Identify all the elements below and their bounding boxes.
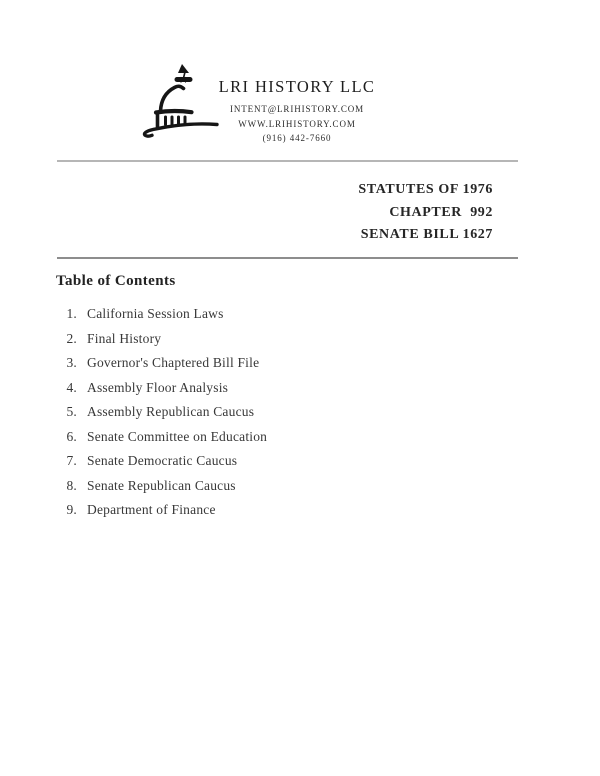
statute-reference-block	[358, 179, 493, 247]
toc-item-label: Senate Democratic Caucus	[87, 453, 238, 468]
senate-bill-line: SENATE BILL 1627	[360, 227, 493, 242]
toc-item	[58, 454, 267, 469]
toc-item-label: Department of Finance	[87, 502, 216, 517]
toc-item-number: 7.	[66, 453, 77, 468]
toc-item	[58, 405, 267, 420]
company-email: INTENT@LRIHISTORY.COM	[229, 104, 365, 114]
toc-item	[58, 307, 267, 322]
toc-list	[58, 307, 267, 528]
toc-item-number: 8.	[66, 477, 77, 493]
toc-item	[58, 479, 267, 494]
divider-top	[57, 160, 518, 162]
toc-item-number: 3.	[66, 355, 77, 370]
toc-item-number: 1.	[66, 306, 77, 321]
toc-item-number: 2.	[66, 330, 77, 346]
toc-item-label: California Session Laws	[87, 306, 224, 321]
toc-item	[58, 503, 267, 518]
company-name: LRI HISTORY LLC	[218, 77, 376, 96]
toc-item	[58, 332, 267, 347]
toc-title: Table of Contents	[56, 273, 176, 289]
toc-item	[58, 430, 267, 445]
toc-item-label: Senate Committee on Education	[87, 428, 268, 444]
toc-item-number: 4.	[66, 379, 77, 395]
letterhead	[172, 77, 422, 146]
toc-item	[58, 381, 267, 396]
statutes-line: STATUTES OF 1976	[358, 182, 493, 197]
toc-item-label: Assembly Floor Analysis	[87, 379, 229, 395]
company-phone: (916) 442-7660	[262, 133, 332, 143]
chapter-line: CHAPTER 992	[389, 204, 493, 220]
toc-item-number: 9.	[66, 502, 77, 517]
toc-item-label: Senate Republican Caucus	[87, 477, 236, 493]
toc-item-number: 6.	[66, 428, 77, 444]
toc-item-label: Assembly Republican Caucus	[87, 404, 255, 419]
toc-item	[58, 356, 267, 371]
divider-bottom	[57, 257, 518, 259]
company-website: WWW.LRIHISTORY.COM	[238, 118, 356, 129]
toc-item-label: Governor's Chaptered Bill File	[87, 355, 260, 370]
toc-item-number: 5.	[66, 404, 77, 419]
toc-item-label: Final History	[87, 330, 162, 346]
